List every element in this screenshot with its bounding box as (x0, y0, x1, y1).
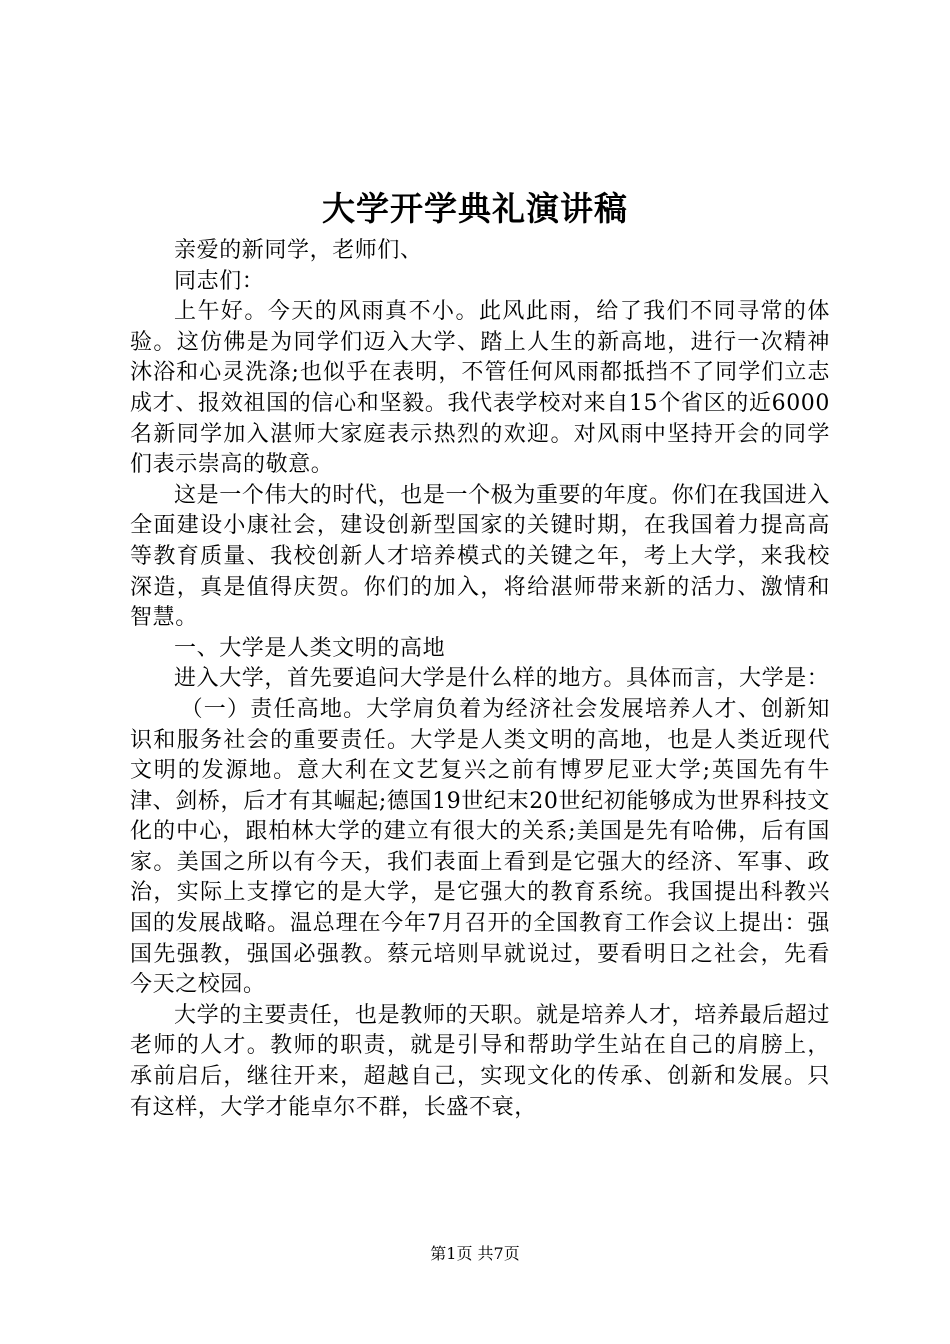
body-paragraph: 大学的主要责任，也是教师的天职。就是培养人才，培养最后超过老师的人才。教师的职责，就是引导和帮助学生站在自己的肩膀上，承前启后，继往开来，超越自己，实现文化的传承、创新和发展。只有这样，大学才能卓尔不群，长盛不衰， (130, 1002, 830, 1120)
salutation-line-2: 同志们： (174, 268, 265, 294)
body-paragraph: 进入大学，首先要追问大学是什么样的地方。具体而言，大学是： (174, 666, 830, 692)
body-paragraph: 这是一个伟大的时代，也是一个极为重要的年度。你们在我国进入全面建设小康社会，建设创新型国家的关键时期，在我国着力提高高等教育质量、我校创新人才培养模式的关键之年，考上大学，来我校深造，真是值得庆贺。你们的加入，将给湛师带来新的活力、激情和智慧。 (130, 482, 830, 631)
body-paragraph: （一）责任高地。大学肩负着为经济社会发展培养人才、创新知识和服务社会的重要责任。大学是人类文明的高地，也是人类近现代文明的发源地。意大利在文艺复兴之前有博罗尼亚大学;英国先有牛津、剑桥，后才有其崛起;德国19世纪末20世纪初能够成为世界科技文化的中心，跟柏林大学的建立有很大的关系;美国是先有哈佛，后有国家。美国之所以有今天，我们表面上看到是它强大的经济、军事、政治，实际上支撑它的是大学，是它强大的教育系统。我国提出科教兴国的发展战略。温总理在今年7月召开的全国教育工作会议上提出：强国先强教，强国必强教。蔡元培则早就说过，要看明日之社会，先看今天之校园。 (130, 696, 830, 998)
document-title: 大学开学典礼演讲稿 (322, 189, 628, 228)
body-paragraph: 上午好。今天的风雨真不小。此风此雨，给了我们不同寻常的体验。这仿佛是为同学们迈入大学、踏上人生的新高地，进行一次精神沐浴和心灵洗涤;也似乎在表明，不管任何风雨都抵挡不了同学们立志成才、报效祖国的信心和坚毅。我代表学校对来自15个省区的近6000名新同学加入湛师大家庭表示热烈的欢迎。对风雨中坚持开会的同学们表示崇高的敬意。 (130, 299, 830, 478)
section-heading: 一、大学是人类文明的高地 (174, 635, 446, 661)
salutation-line-1: 亲爱的新同学，老师们、 (174, 238, 423, 263)
document-body (130, 236, 830, 1123)
page-footer: 第1页 共7页 (430, 1244, 520, 1263)
